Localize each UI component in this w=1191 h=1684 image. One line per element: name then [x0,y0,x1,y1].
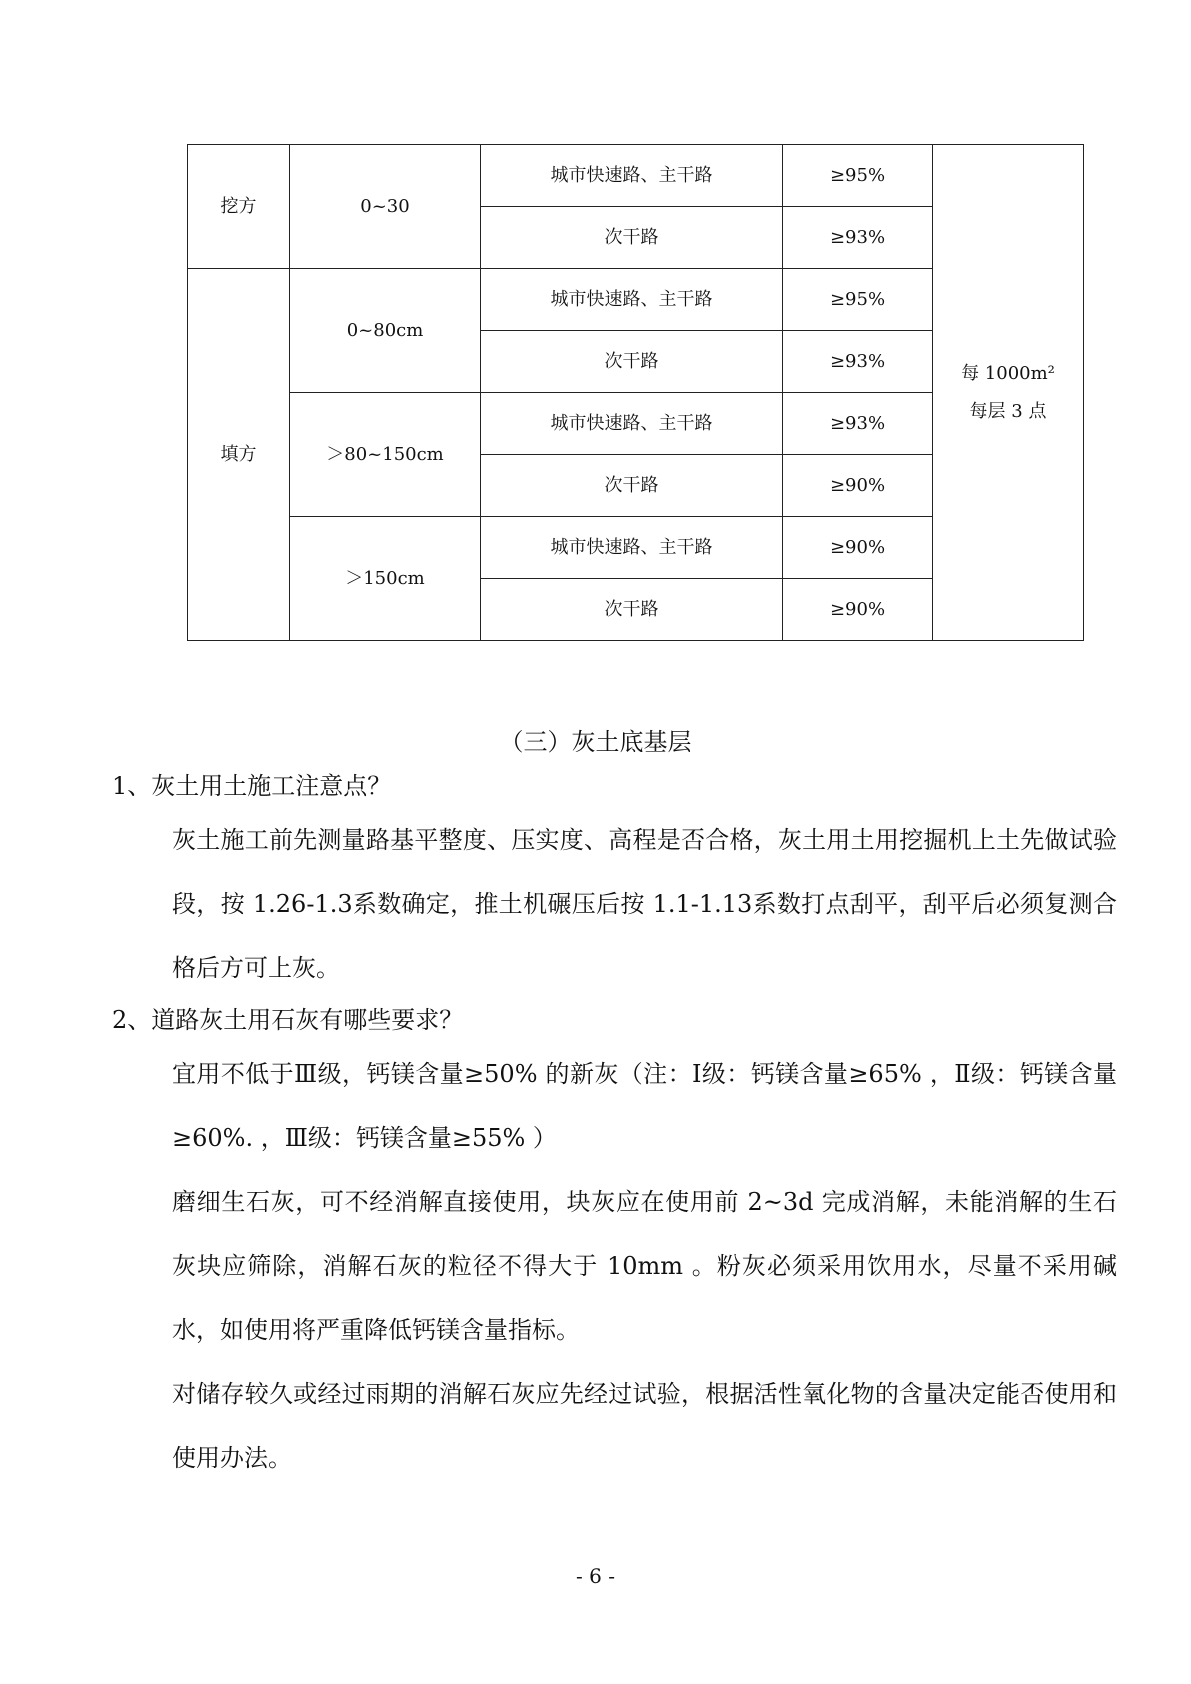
fill-depth-cell: 0~80cm [290,269,481,393]
road-type-cell: 次干路 [481,455,783,517]
frequency-cell [933,145,1084,641]
frequency-line: 每层 3 点 [969,400,1047,422]
answer-paragraph: 磨细生石灰，可不经消解直接使用，块灰应在使用前 2~3d 完成消解，未能消解的生石灰块应筛除，消解石灰的粒径不得大于 10mm 。粉灰必须采用饮用水，尽量不采用碱水，如使用将严重降低钙镁含量指标。 [172,1188,1117,1344]
dig-depth-cell: 0~30 [290,145,481,269]
compaction-value-cell: ≥93% [783,331,933,393]
road-type-cell: 城市快速路、主干路 [481,517,783,579]
answer-paragraph: 对储存较久或经过雨期的消解石灰应先经过试验，根据活性氧化物的含量决定能否使用和使用办法。 [172,1380,1117,1472]
table-row [188,145,1084,207]
compaction-table [187,144,1084,641]
section-title: （三）灰土底基层 [499,728,692,756]
fill-label-cell: 填方 [188,269,290,641]
compaction-value-cell: ≥90% [783,455,933,517]
road-type-cell: 次干路 [481,207,783,269]
road-type-cell: 次干路 [481,331,783,393]
answer-paragraph: 宜用不低于Ⅲ级，钙镁含量≥50% 的新灰（注：Ⅰ级：钙镁含量≥65% ，Ⅱ级：钙镁含量≥60%. ，Ⅲ级：钙镁含量≥55% ） [172,1060,1117,1152]
road-type-cell: 城市快速路、主干路 [481,269,783,331]
road-type-cell: 城市快速路、主干路 [481,145,783,207]
fill-depth-cell: ＞80~150cm [290,393,481,517]
compaction-value-cell: ≥93% [783,393,933,455]
compaction-value-cell: ≥90% [783,517,933,579]
answer-paragraph: 灰土施工前先测量路基平整度、压实度、高程是否合格，灰土用土用挖掘机上土先做试验段，按 1.26-1.3系数确定，推土机碾压后按 1.1-1.13系数打点刮平，刮平后必须复测合格后方可上灰。 [172,826,1117,982]
page-number: - 6 - [576,1564,615,1588]
road-type-cell: 城市快速路、主干路 [481,393,783,455]
frequency-line: 每 1000m² [961,363,1055,385]
compaction-value-cell: ≥93% [783,207,933,269]
compaction-value-cell: ≥95% [783,269,933,331]
question-title: 2、道路灰土用石灰有哪些要求？ [112,1006,464,1034]
compaction-value-cell: ≥95% [783,145,933,207]
dig-label-cell: 挖方 [188,145,290,269]
question-title: 1、灰土用土施工注意点？ [112,772,392,800]
compaction-value-cell: ≥90% [783,579,933,641]
fill-depth-cell: ＞150cm [290,517,481,641]
road-type-cell: 次干路 [481,579,783,641]
